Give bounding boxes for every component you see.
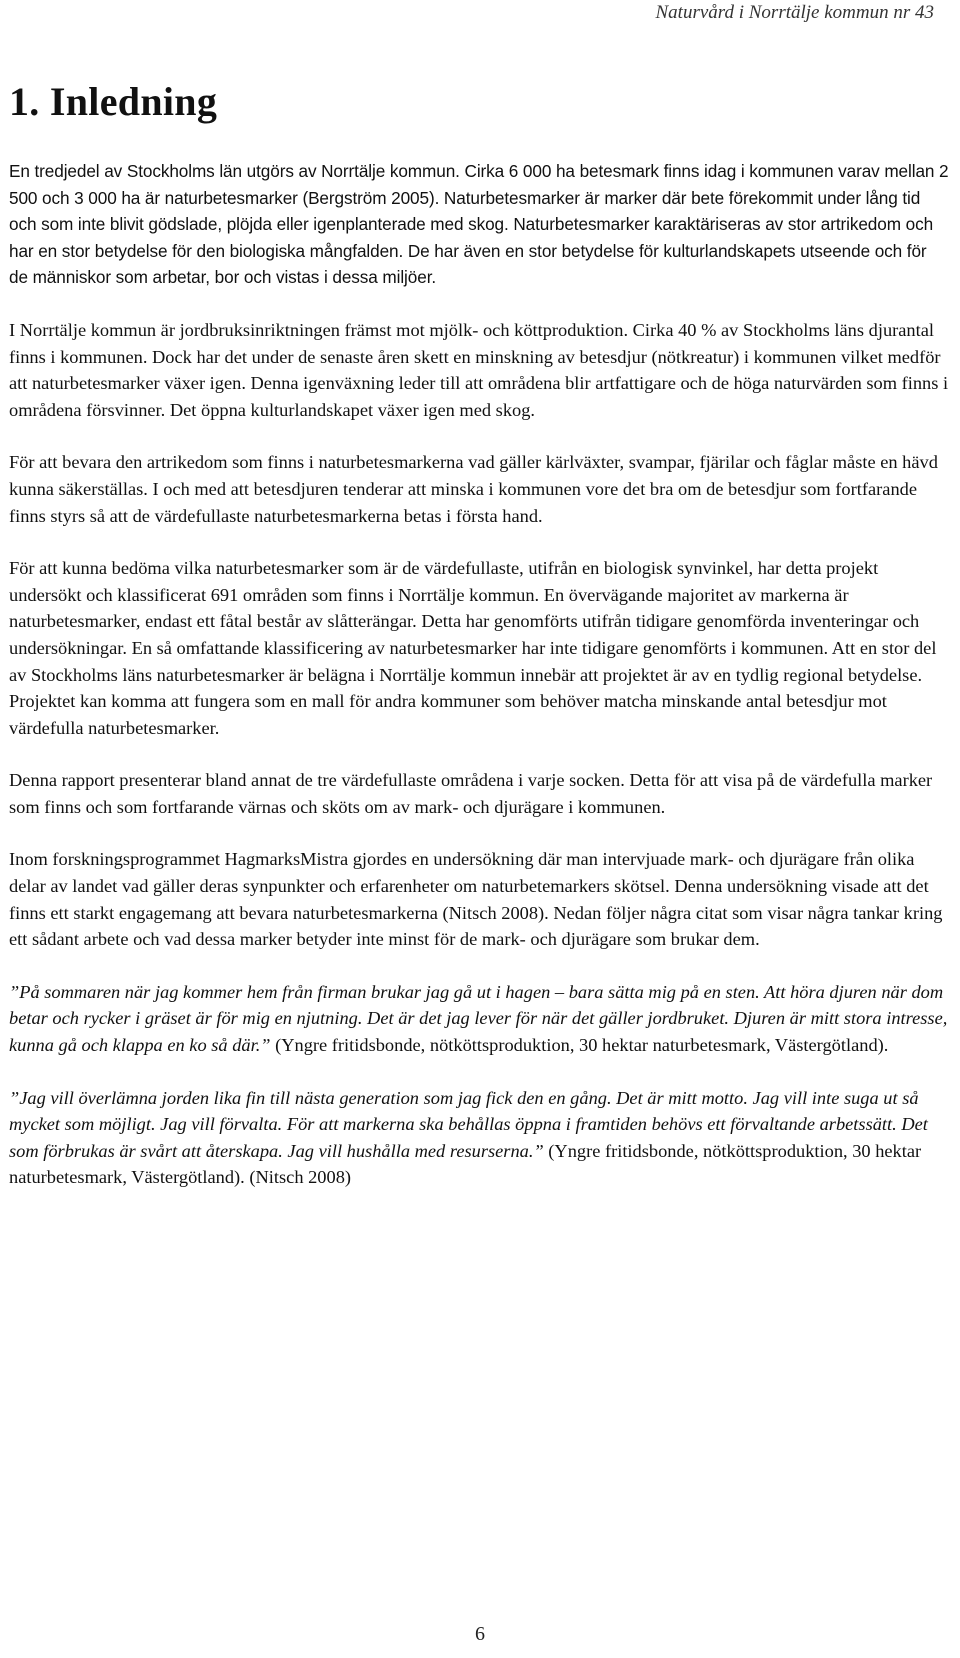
quote-block [9,1085,949,1191]
paragraph-agriculture: I Norrtälje kommun är jordbruksinriktningen främst mot mjölk- och köttproduktion. Cirka 40 % av Stockholms läns djurantal finns i kommunen. Dock har det under de senaste åren skett en minskning av betesdjur (nötkreatur) i kommunen vilket medför att naturbetesmarker växer igen. Denna igenväxning leder till att områdena blir artfattigare och de höga naturvärden som finns i områdena försvinner. Det öppna kulturlandskapet växer igen med skog. [9,319,949,420]
quote-attribution: (Yngre fritidsbonde, nötköttsproduktion, 30 hektar naturbetesmark, Västergötland). (Nitsch 2008) [9,1140,922,1188]
quote-text: ”På sommaren när jag kommer hem från firman brukar jag gå ut i hagen – bara sätta mig på en sten. Att höra djuren när dom betar och rycker i gräset är för mig en njutning. Det är det jag lever för när det gäller jordbruket. Djuren är mitt stora intresse, kunna gå och klappa en ko så där.” [9,981,948,1056]
paragraph-project: För att kunna bedöma vilka naturbetesmarker som är de värdefullaste, utifrån en biologisk synvinkel, har detta projekt undersökt och klassificerat 691 områden som finns i Norrtälje kommun. En övervägande majoritet av markerna är naturbetesmarker, endast ett fåtal består av slåtterängar. Detta har genomförts utifrån tidigare genomförda inventeringar och undersökningar. En så omfattande klassificering av naturbetesmarker har inte tidigare genomförts i kommunen. Att en stor del av Stockholms läns naturbetesmarker är belägna i Norrtälje kommun innebär att projektet är av en tydlig regional betydelse. Projektet kan komma att fungera som en mall för andra kommuner som behöver matcha minskande antal betesdjur mot värdefulla naturbetesmarker. [9,558,937,738]
quote-text: ”Jag vill överlämna jorden lika fin till nästa generation som jag fick den en gång. Det är mitt motto. Jag vill inte suga ut så mycket som möjligt. Jag vill förvalta. För att markerna ska behållas öppna i framtiden behövs ett förvaltande arbetssätt. Det som förbrukas är svårt att återskapa. Jag vill hushålla med resurserna.” [9,1087,928,1161]
quote-block [9,979,949,1059]
quote-attribution: (Yngre fritidsbonde, nötköttsproduktion, 30 hektar naturbetesmark, Västergötland). [270,1035,889,1056]
paragraph-report: Denna rapport presenterar bland annat de tre värdefullaste områdena i varje socken. Detta för att visa på de värdefulla marker som finns och som fortfarande värnas och sköts om av mark- och djurägare i kommunen. [9,770,933,817]
running-header: Naturvård i Norrtälje kommun nr 43 [655,2,934,23]
chapter-title: 1. Inledning [9,79,218,124]
paragraph-intro: En tredjedel av Stockholms län utgörs av Norrtälje kommun. Cirka 6 000 ha betesmark finns idag i kommunen varav mellan 2 500 och 3 000 ha är naturbetesmarker (Bergström 2005). Naturbetesmarker är marker där bete förekommit under lång tid och som inte blivit gödslade, plöjda eller igenplanterade med skog. Naturbetesmarker karaktäriseras av stor artrikedom och har en stor betydelse för den biologiska mångfalden. De har även en stor betydelse för kulturlandskapets utseende och för de människor som arbetar, bor och vistas i dessa miljöer. [9,161,949,288]
page-number: 6 [475,1623,485,1645]
body-text [9,158,949,1217]
paragraph-research: Inom forskningsprogrammet HagmarksMistra gjordes en undersökning där man intervjuade mark- och djurägare från olika delar av landet vad gäller deras synpunkter och erfarenheter om naturbetemarkers skötsel. Denna undersökning visade att det finns ett starkt engagemang att bevara naturbetesmarkerna (Nitsch 2008). Nedan följer några citat som visar några tankar kring ett sådant arbete och vad dessa marker betyder inte minst för de mark- och djurägare som brukar dem. [9,849,943,950]
paragraph-biodiversity: För att bevara den artrikedom som finns i naturbetesmarkerna vad gäller kärlväxter, svampar, fjärilar och fåglar måste en hävd kunna säkerställas. I och med att betesdjuren tenderar att minska i kommunen vore det bra om de betesdjur som fortfarande finns styrs så att de värdefullaste naturbetesmarkerna betas i första hand. [9,452,938,526]
